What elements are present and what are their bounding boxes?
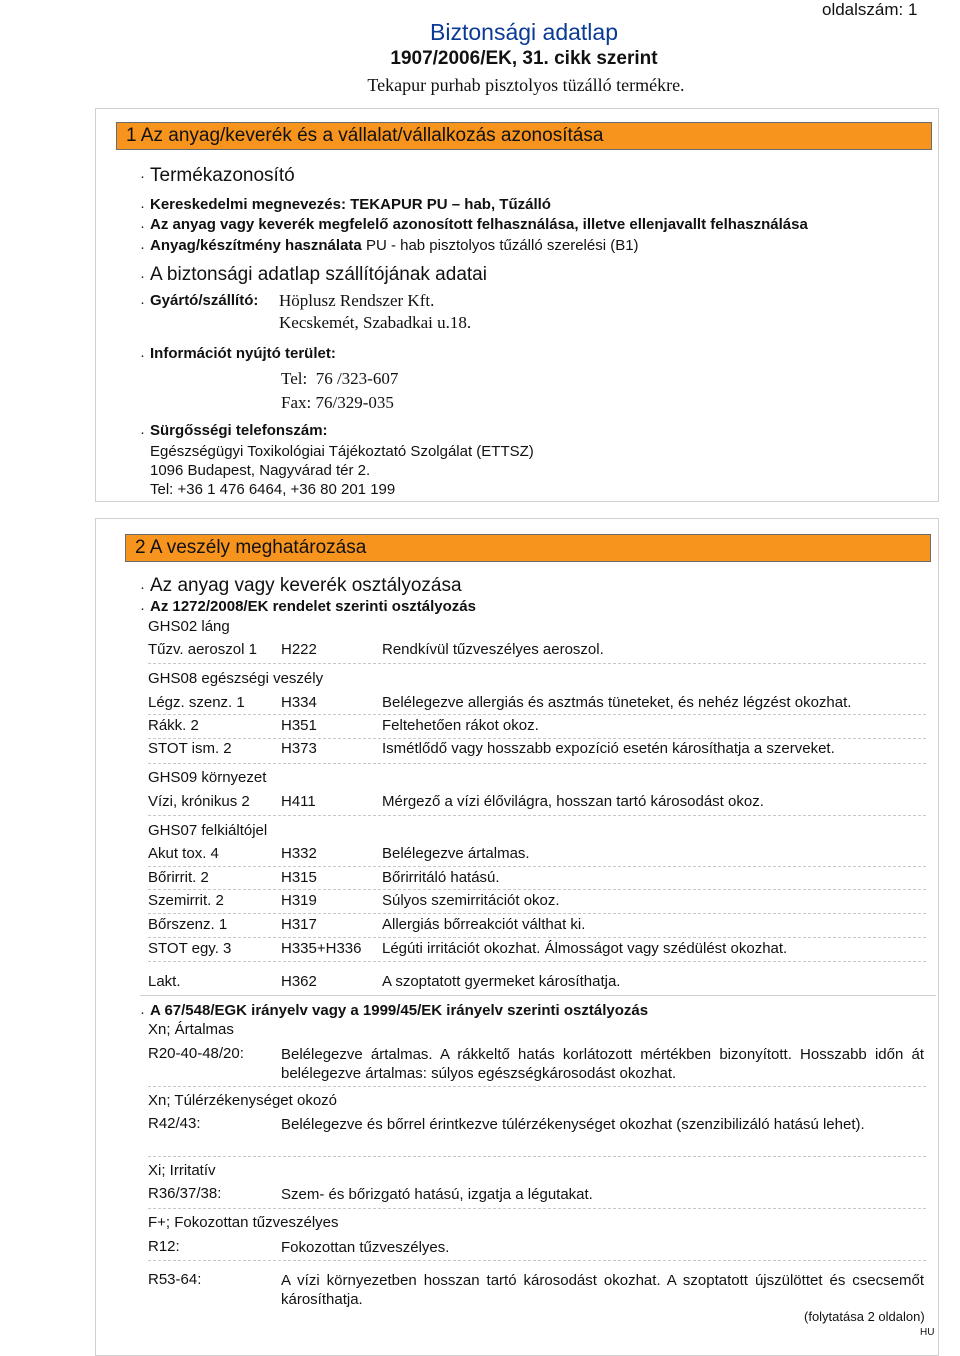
hazard-row: Bőrirrit. 2 H315 Bőrirritáló hatású.	[148, 869, 500, 886]
clp-heading: Az 1272/2008/EK rendelet szerinti osztályozás	[150, 598, 476, 615]
ghs-group-name: GHS09 környezet	[148, 769, 267, 786]
use-label: Anyag/készítmény használata	[150, 237, 362, 254]
dsd-text: Szem- és bőrizgató hatású, izgatja a légutakat.	[281, 1186, 593, 1203]
dsd-code: R20-40-48/20:	[148, 1045, 244, 1062]
manufacturer-address: Kecskemét, Szabadkai u.18.	[279, 313, 472, 332]
dsd-code: R42/43:	[148, 1115, 201, 1132]
supplier-heading: A biztonsági adatlap szállítójának adatai	[150, 264, 487, 285]
dsd-code: R53-64:	[148, 1271, 202, 1288]
dsd-text: Belélegezve és bőrrel érintkezve túlérzékenységet okozhat (szenzibilizáló hatású lehet).	[281, 1116, 865, 1133]
dsd-heading: A 67/548/EGK irányelv vagy a 1999/45/EK irányelv szerinti osztályozás	[150, 1002, 649, 1019]
product-use	[150, 237, 639, 254]
ghs-group-name: GHS08 egészségi veszély	[148, 670, 324, 687]
use-value: PU - hab pisztolyos tűzálló szerelési (B1)	[365, 237, 639, 254]
separator	[148, 1086, 926, 1087]
trade-name: Kereskedelmi megnevezés: TEKAPUR PU – hab, Tűzálló	[150, 196, 551, 213]
separator	[140, 995, 936, 996]
product-identifier-heading: Termékazonosító	[150, 165, 295, 186]
ghs-group-name: GHS07 felkiáltójel	[148, 822, 268, 839]
regulation-subtitle: 1907/2006/EK, 31. cikk szerint	[390, 48, 658, 69]
dsd-code: R36/37/38:	[148, 1185, 222, 1202]
dsd-group-name: Xn; Túlérzékenységet okozó	[148, 1092, 338, 1109]
separator	[148, 1260, 926, 1261]
emergency-line-3: Tel: +36 1 476 6464, +36 80 201 199	[150, 481, 396, 498]
emergency-phone-label: Sürgősségi telefonszám:	[150, 422, 328, 439]
separator	[148, 866, 926, 867]
info-department-label: Információt nyújtó terület:	[150, 345, 336, 362]
hazard-row: Vízi, krónikus 2 H411 Mérgező a vízi élővilágra, hosszan tartó károsodást okoz.	[148, 793, 764, 810]
manufacturer-name: Höplusz Rendszer Kft.	[279, 291, 435, 310]
separator	[148, 1156, 926, 1157]
classification-heading: Az anyag vagy keverék osztályozása	[150, 575, 462, 596]
manufacturer-label: Gyártó/szállító:	[150, 292, 259, 309]
separator	[148, 738, 926, 739]
separator	[148, 937, 926, 938]
separator	[148, 889, 926, 890]
emergency-line-1: Egészségügyi Toxikológiai Tájékoztató Szolgálat (ETTSZ)	[150, 443, 534, 460]
page-number: oldalszám: 1	[822, 0, 918, 19]
identified-uses-heading: Az anyag vagy keverék megfelelő azonosított felhasználása, illetve ellenjavallt felhasználása	[150, 216, 808, 233]
section-2-heading: 2 A veszély meghatározása	[125, 534, 931, 562]
dsd-code: R12:	[148, 1238, 180, 1255]
continued-note: (folytatása 2 oldalon)	[804, 1309, 925, 1324]
separator	[148, 714, 926, 715]
hazard-row: Légz. szenz. 1 H334 Belélegezve allergiás és asztmás tüneteket, és nehéz légzést okozhat.	[148, 694, 852, 711]
dsd-group-name: Xi; Irritatív	[148, 1162, 216, 1179]
hazard-row: Lakt. H362 A szoptatott gyermeket károsíthatja.	[148, 973, 621, 990]
hazard-row: Rákk. 2 H351 Feltehetően rákot okoz.	[148, 717, 539, 734]
country-code: HU	[920, 1327, 935, 1338]
separator	[148, 815, 926, 816]
separator	[148, 913, 926, 914]
separator	[148, 663, 926, 664]
fax-number: Fax: 76/329-035	[281, 393, 394, 412]
hazard-row: Szemirrit. 2 H319 Súlyos szemirritációt okoz.	[148, 892, 560, 909]
dsd-text: A vízi környezetben hosszan tartó károsodást okozhat. A szoptatott újszülöttet és csecsemőt károsíthatja.	[281, 1272, 924, 1308]
separator	[148, 763, 926, 764]
dsd-group-name: F+; Fokozottan tűzveszélyes	[148, 1214, 339, 1231]
dsd-text: Belélegezve ártalmas. A rákkeltő hatás korlátozott mértékben bizonyított. Hosszabb időn át belélegezve ártalmas: súlyos egészségkárosodást okozhat.	[281, 1046, 924, 1082]
hazard-row: STOT ism. 2 H373 Ismétlődő vagy hosszabb expozíció esetén károsíthatja a szerveket.	[148, 740, 835, 757]
document-title: Biztonsági adatlap	[430, 19, 618, 45]
separator	[148, 1208, 926, 1209]
hazard-row: Tűzv. aeroszol 1 H222 Rendkívül tűzveszélyes aeroszol.	[148, 641, 604, 658]
dsd-text: Fokozottan tűzveszélyes.	[281, 1239, 450, 1256]
product-subtitle: Tekapur purhab pisztolyos tüzálló termékre.	[367, 75, 685, 95]
phone-number: Tel: 76 /323-607	[281, 369, 399, 388]
dsd-group-name: Xn; Ártalmas	[148, 1021, 234, 1038]
hazard-row: STOT egy. 3 H335+H336 Légúti irritációt okozhat. Álmosságot vagy szédülést okozhat.	[148, 940, 788, 957]
hazard-row: Akut tox. 4 H332 Belélegezve ártalmas.	[148, 845, 530, 862]
ghs-group-name: GHS02 láng	[148, 618, 230, 635]
section-1-heading: 1 Az anyag/keverék és a vállalat/vállalkozás azonosítása	[116, 122, 932, 150]
emergency-line-2: 1096 Budapest, Nagyvárad tér 2.	[150, 462, 371, 479]
hazard-row: Bőrszenz. 1 H317 Allergiás bőrreakciót válthat ki.	[148, 916, 586, 933]
separator	[148, 961, 926, 962]
